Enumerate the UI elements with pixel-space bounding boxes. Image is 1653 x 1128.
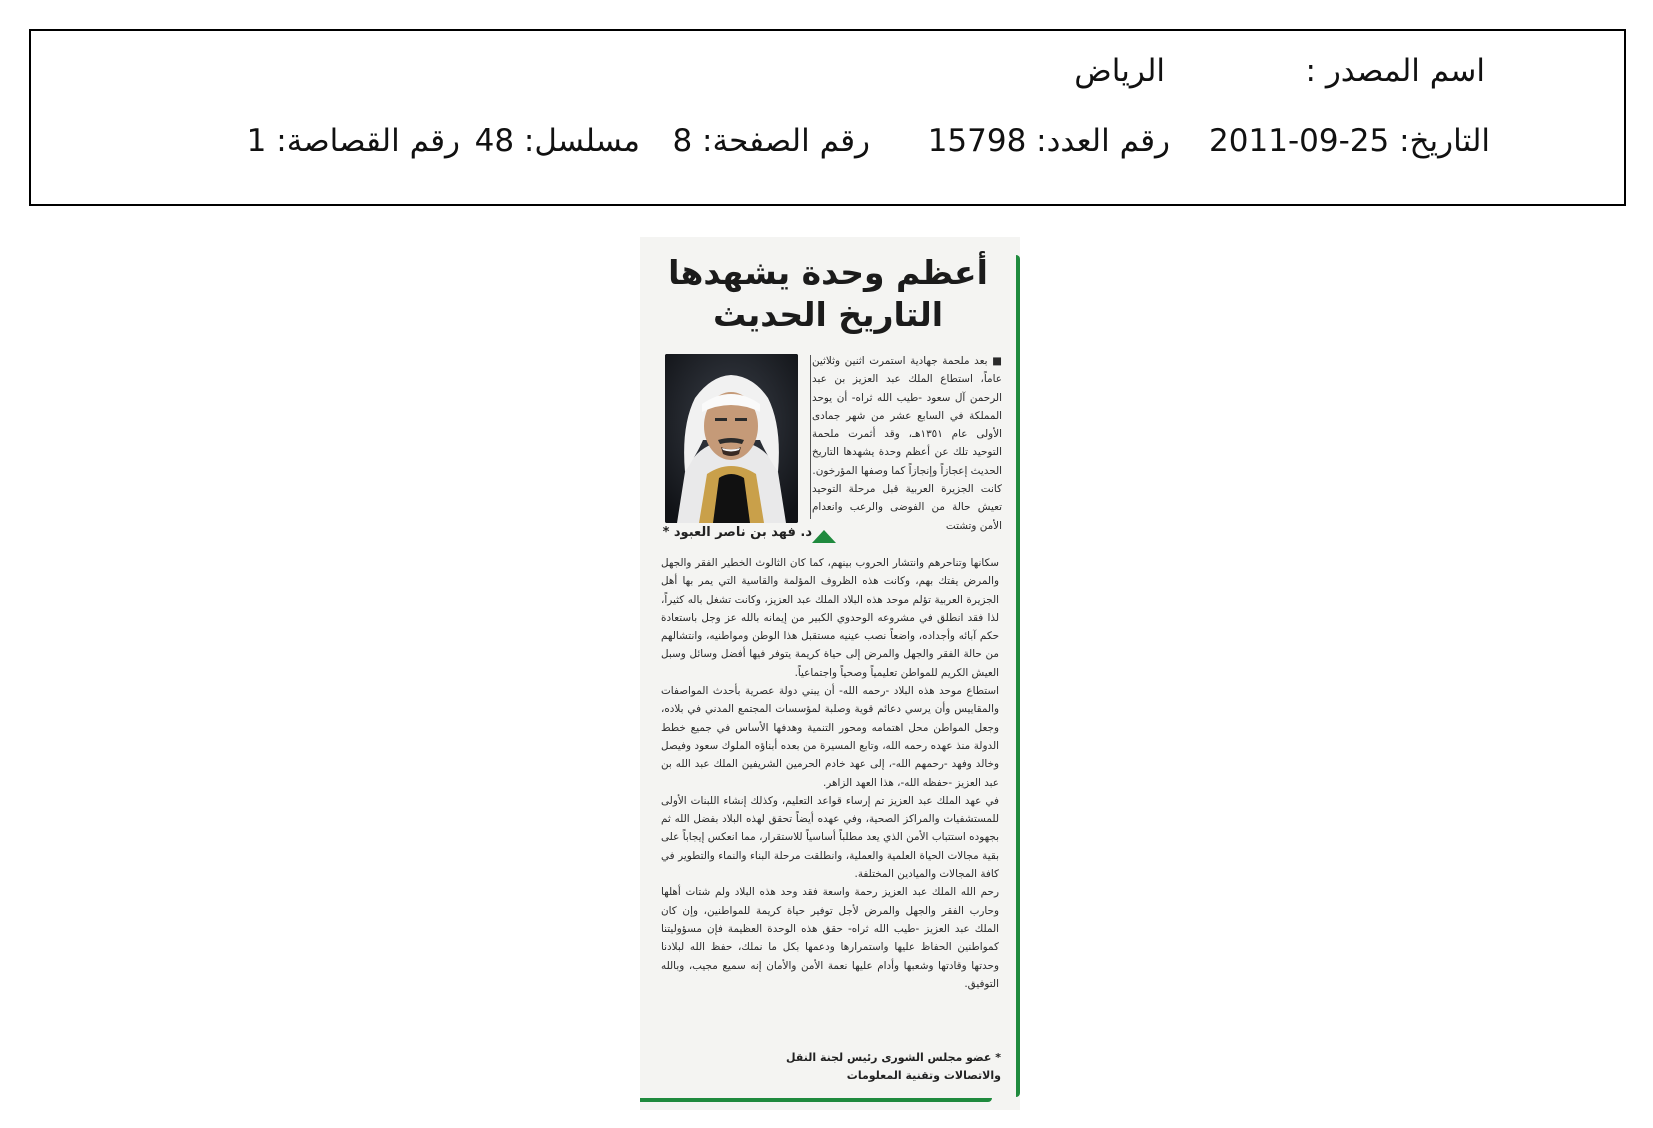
article-paragraph-4: في عهد الملك عبد العزيز تم إرساء قواعد التعليم، وكذلك إنشاء اللبنات الأولى للمستشفيات والمراكز الصحية، وفي عهده أيضاً تحقق لهذه البلاد بفضل الله ثم بجهوده استتباب الأمن الذي يعد مطلباً أساسياً للاستقرار، مما انعكس إيجاباً على بقية مجالات الحياة العلمية والعملية، وانطلقت مرحلة البناء والنماء والتطوير في كافة المجالات والميادين المختلفة. bbox=[661, 794, 999, 881]
author-footnote bbox=[661, 1049, 1001, 1085]
date-field: التاريخ: 25-09-2011 bbox=[1209, 123, 1490, 159]
clip-number-field: رقم القصاصة: 1 bbox=[246, 123, 460, 159]
author-name: د. فهد بن ناصر العبود * bbox=[662, 525, 812, 540]
article-body-wide-column bbox=[661, 554, 999, 993]
footnote-line-2: والاتصالات وتقنية المعلومات bbox=[846, 1069, 1001, 1082]
author-photo bbox=[665, 354, 798, 523]
serial-field: مسلسل: 48 bbox=[474, 123, 640, 159]
green-border-right bbox=[1016, 255, 1020, 1097]
article-paragraph-1: ■ بعد ملحمة جهادية استمرت اثنين وثلاثين عاماً، استطاع الملك عبد العزيز بن عبد الرحمن آل سعود -طيب الله ثراه- أن يوحد المملكة في السابع عشر من شهر جمادى الأولى عام ١٣٥١هـ، وقد أثمرت ملحمة التوحيد تلك عن أعظم وحدة يشهدها التاريخ الحديث إعجازاً وإنجازاً كما وصفها المؤرخون. bbox=[812, 355, 1003, 477]
column-divider bbox=[810, 355, 811, 519]
green-border-bottom bbox=[640, 1098, 992, 1102]
source-value: الرياض bbox=[1074, 53, 1165, 89]
article-paragraph-2-start: كانت الجزيرة العربية قبل مرحلة التوحيد تعيش حالة من الفوضى والرعب وانعدام الأمن وتشتت bbox=[812, 483, 1002, 532]
article-paragraph-5: رحم الله الملك عبد العزيز رحمة واسعة فقد وحد هذه البلاد ولم شتات أهلها وحارب الفقر والجهل والمرض لأجل توفير حياة كريمة للمواطنين، وإن كان الملك عبد العزيز -طيب الله ثراه- حقق هذه الوحدة العظيمة فإن مسؤوليتنا كمواطنين الحفاظ عليها واستمرارها ودعمها بكل ما نملك، حفظ الله لبلادنا وحدتها وقادتها وشعبها وأدام عليها نعمة الأمن والأمان إنه سميع مجيب، وبالله التوفيق. bbox=[661, 886, 999, 990]
clip-metadata-box bbox=[29, 29, 1626, 206]
newspaper-clipping bbox=[640, 237, 1020, 1110]
author-byline bbox=[662, 525, 832, 549]
article-paragraph-3: استطاع موحد هذه البلاد -رحمه الله- أن يبني دولة عصرية بأحدث المواصفات والمقاييس وأن يرسي دعائم قوية وصلبة لمؤسسات المجتمع المدني في بلاده، وجعل المواطن محل اهتمامه ومحور التنمية وهدفها الأساس في جميع خطط الدولة منذ عهده رحمه الله، وتابع المسيرة من بعده أبناؤه الملوك سعود وفيصل وخالد وفهد -رحمهم الله-، إلى عهد خادم الحرمين الشريفين الملك عبد الله بن عبد العزيز -حفظه الله-، هذا العهد الزاهر. bbox=[661, 685, 999, 789]
article-paragraph-2-rest: سكانها وتناحرهم وانتشار الحروب بينهم، كما كان الثالوث الخطير الفقر والجهل والمرض يفتك بهم، وكانت هذه الظروف المؤلمة والقاسية التي يمر بها أهل الجزيرة العربية تؤلم موحد هذه البلاد الملك عبد العزيز، وكانت تشغل باله كثيراً، لذا فقد انطلق في مشروعه الوحدوي الكبير من إيمانه بالله عز وجل باستعادة حكم آبائه وأجداده، واضعاً نصب عينيه مستقبل هذا الوطن ومواطنيه، وانتشالهم من حالة الفقر والجهل والمرض إلى حياة كريمة يتوفر فيها أفضل وسائل وسبل العيش الكريم للمواطن تعليمياً وصحياً واجتماعياً. bbox=[661, 557, 999, 679]
article-body-narrow-column bbox=[812, 352, 1002, 535]
author-portrait-icon bbox=[665, 354, 798, 523]
page-number-field: رقم الصفحة: 8 bbox=[672, 123, 870, 159]
article-title-line-2: التاريخ الحديث bbox=[712, 295, 944, 334]
source-label: اسم المصدر : bbox=[1305, 53, 1485, 89]
article-title-line-1: أعظم وحدة يشهدها bbox=[668, 253, 988, 292]
footnote-line-1: * عضو مجلس الشورى رئيس لجنة النقل bbox=[785, 1051, 1001, 1064]
issue-number-field: رقم العدد: 15798 bbox=[927, 123, 1170, 159]
